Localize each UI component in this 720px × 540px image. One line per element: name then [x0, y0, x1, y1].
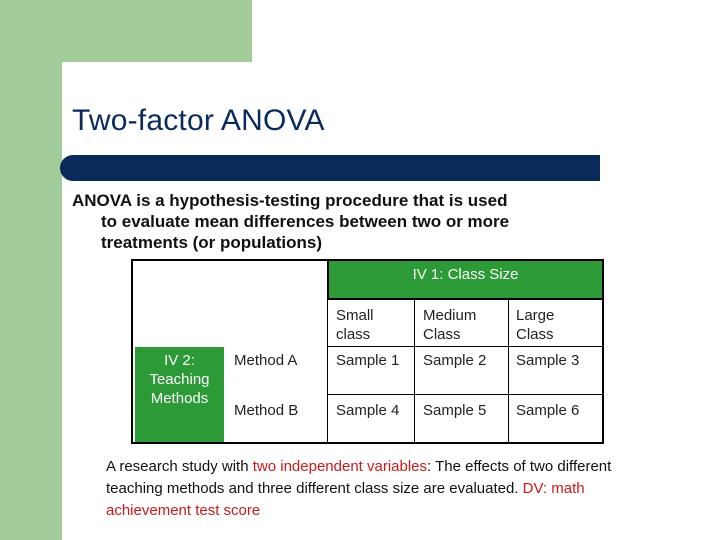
background-green-left	[0, 0, 62, 540]
column-header-large	[516, 306, 554, 344]
footer-text: : The effects of two different teaching methods and three different class size are evaluated.	[106, 458, 612, 497]
column-header-line: class	[336, 326, 371, 343]
definition-paragraph	[72, 190, 612, 253]
row-label-method-a: Method A	[234, 352, 298, 369]
column-header-line: Small	[336, 307, 374, 324]
table-vline	[414, 300, 415, 443]
column-header-medium	[423, 306, 476, 344]
table-vline	[508, 300, 509, 443]
paragraph-line-3: treatments (or populations)	[101, 233, 323, 252]
table-cell: Sample 5	[423, 402, 487, 419]
column-header-line: Class	[516, 326, 554, 343]
iv2-header	[135, 347, 224, 442]
column-header-small	[336, 306, 374, 344]
table-cell: Sample 3	[516, 352, 580, 369]
table-cell: Sample 4	[336, 402, 400, 419]
iv2-label-line-3: Methods	[150, 390, 209, 407]
column-header-line: Class	[423, 326, 461, 343]
column-header-line: Large	[516, 307, 555, 324]
slide-title: Two-factor ANOVA	[72, 104, 325, 137]
table-hline	[327, 346, 604, 347]
footer-text: A research study with	[106, 458, 253, 475]
footer-highlight-ivs: two independent variables	[252, 458, 428, 475]
iv2-label-line-1: IV 2:	[164, 352, 195, 369]
table-cell: Sample 6	[516, 402, 580, 419]
table-cell: Sample 1	[336, 352, 400, 369]
iv2-label-line-2: Teaching	[149, 371, 210, 388]
title-underline-bar	[60, 155, 600, 181]
footer-description	[106, 456, 666, 522]
column-header-line: Medium	[423, 307, 477, 324]
row-label-method-b: Method B	[234, 402, 299, 419]
footer-highlight-dv: DV: math achievement test score	[106, 480, 585, 519]
paragraph-line-2: to evaluate mean differences between two or more	[101, 212, 510, 231]
table-vline	[327, 300, 328, 443]
iv1-header: IV 1: Class Size	[327, 259, 604, 300]
paragraph-line-1: ANOVA is a hypothesis-testing procedure that is used	[72, 191, 508, 210]
table-cell: Sample 2	[423, 352, 487, 369]
table-hline	[327, 394, 604, 395]
